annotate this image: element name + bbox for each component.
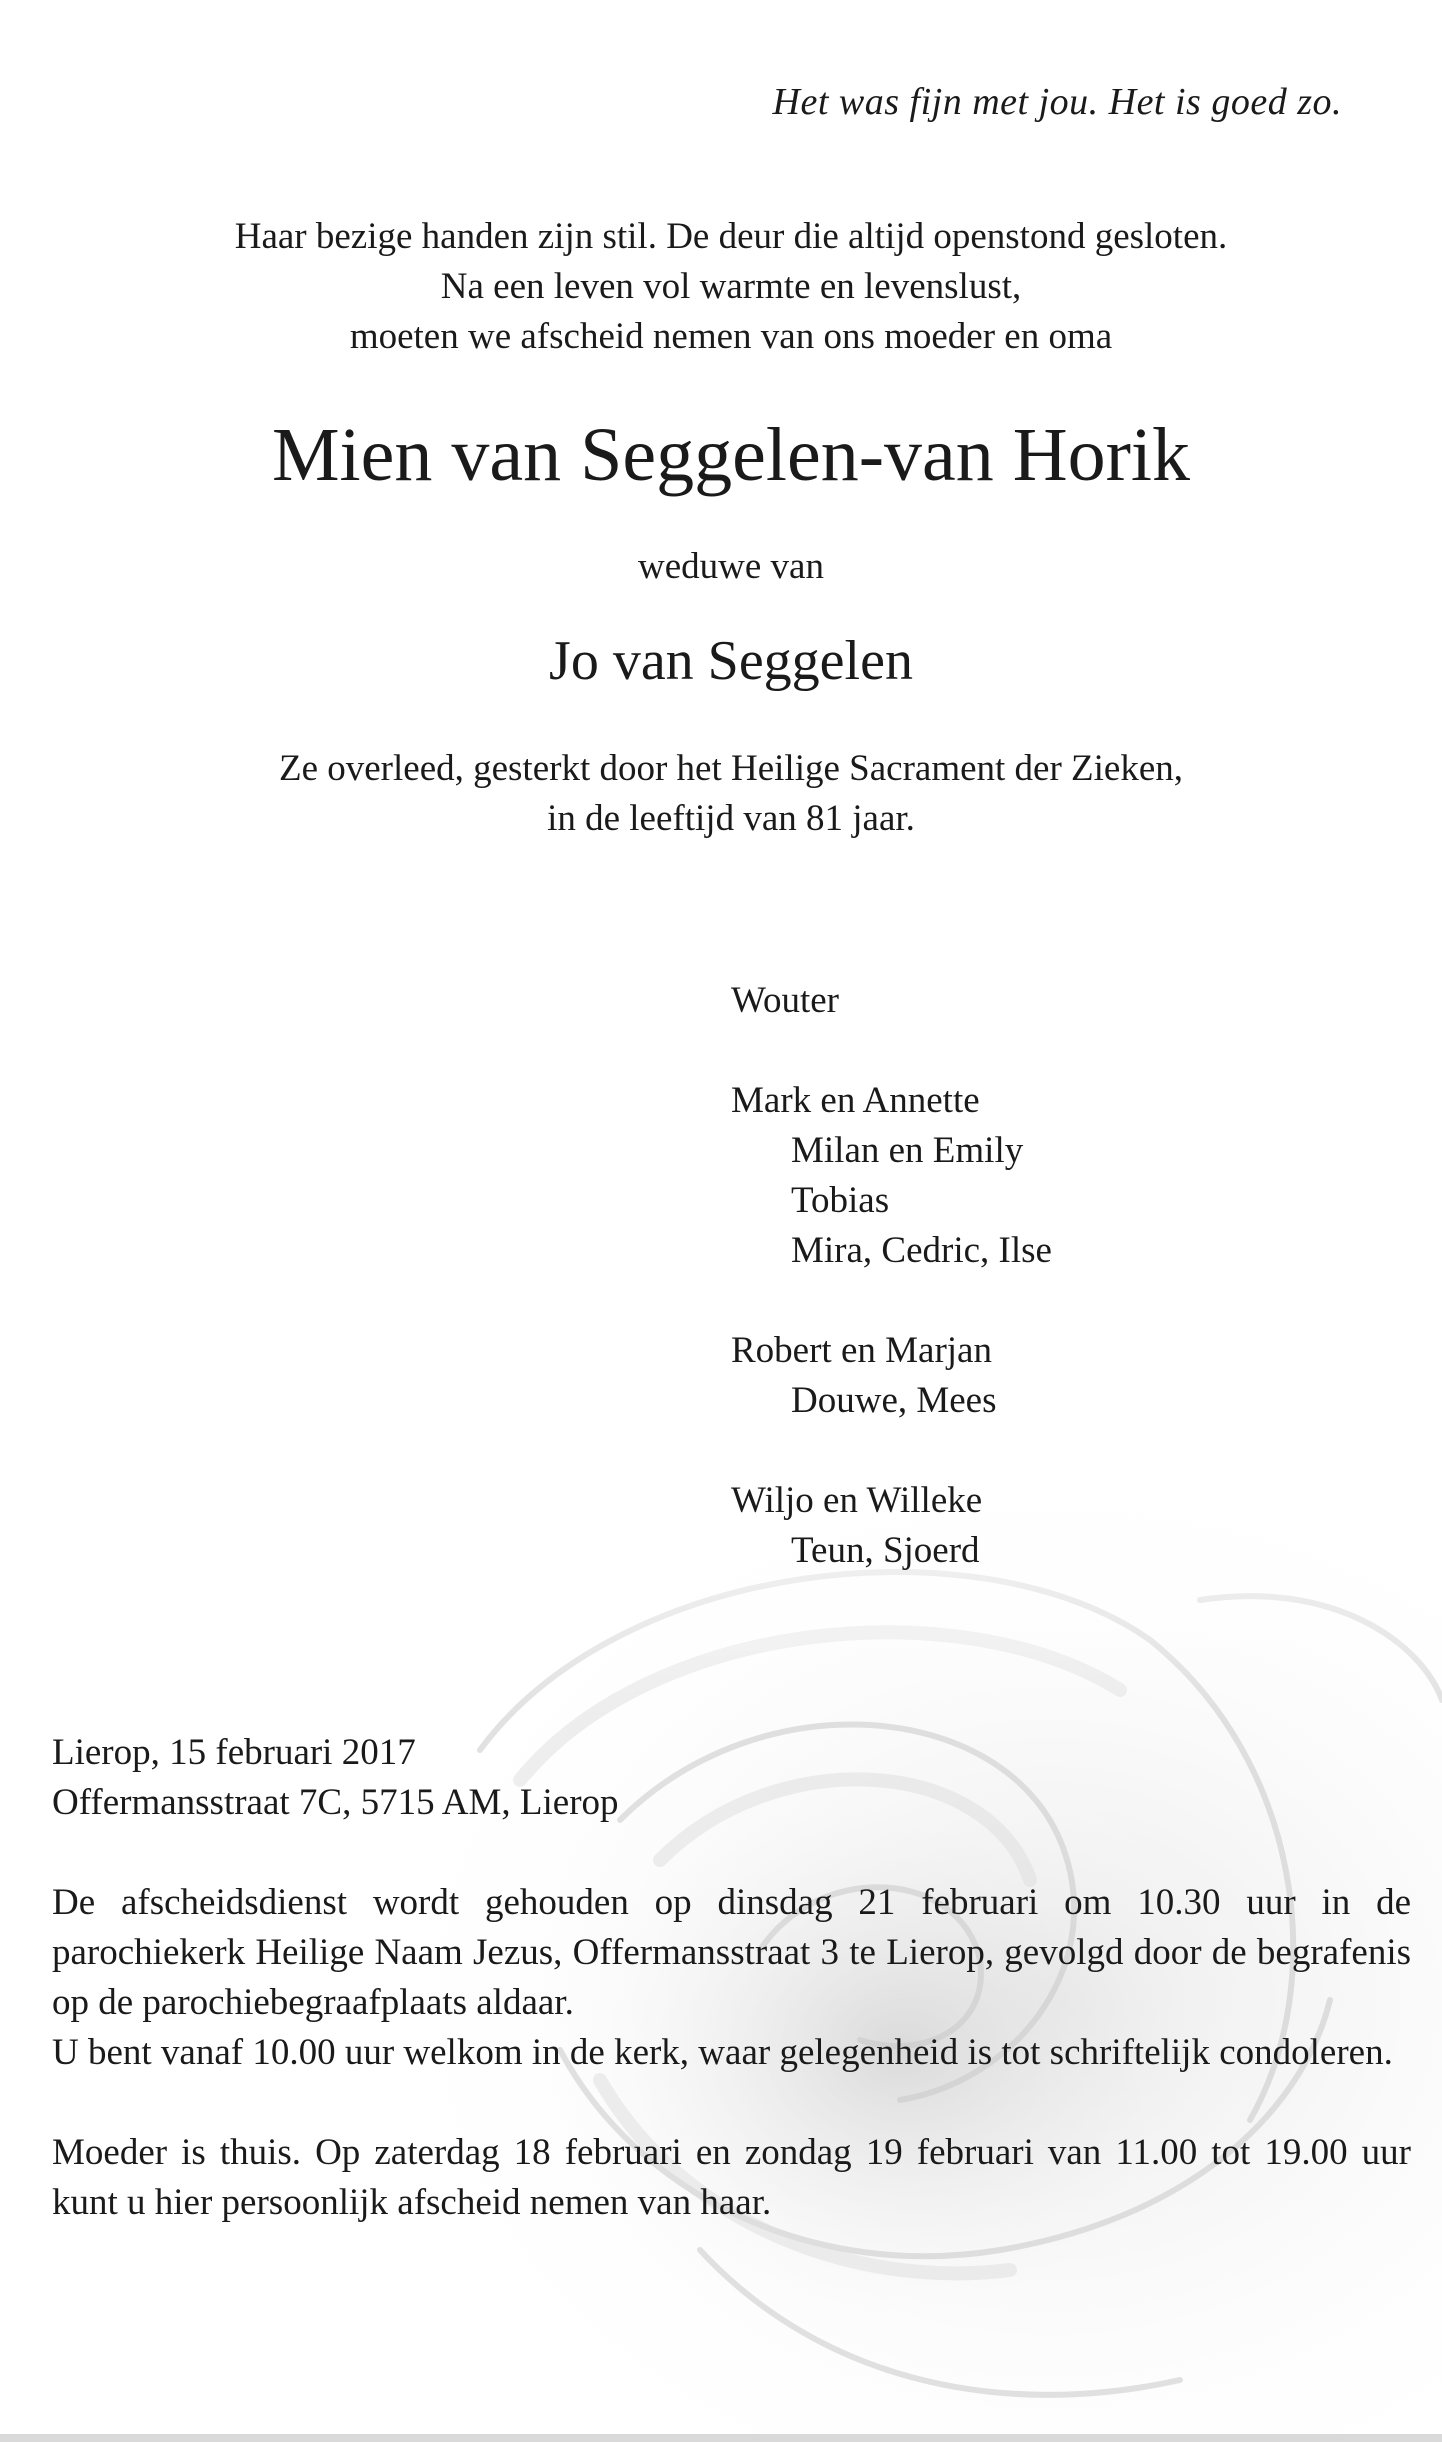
- home-address: Offermansstraat 7C, 5715 AM, Lierop: [52, 1782, 619, 1823]
- family-group: [731, 976, 1371, 1026]
- passing-line: Ze overleed, gesterkt door het Heilige Sacrament der Zieken,: [278, 748, 1184, 789]
- family-group: [731, 1476, 1371, 1576]
- passing-line: in de leeftijd van 81 jaar.: [547, 798, 915, 839]
- intro-line: moeten we afscheid nemen van ons moeder en oma: [349, 316, 1113, 357]
- child-name: Wiljo en Willeke: [731, 1480, 983, 1521]
- service-paragraph: De afscheidsdienst wordt gehouden op dinsdag 21 februari om 10.30 uur in de parochiekerk Heilige Naam Jezus, Offermansstraat 3 te Lierop, gevolgd door de begrafenis op de parochiebegraafplaats aldaar.: [52, 1882, 1411, 2023]
- grandchild-name: Tobias: [791, 1180, 890, 1221]
- deceased-name: Mien van Seggelen-van Horik: [271, 413, 1191, 497]
- spouse-name: Jo van Seggelen: [549, 630, 913, 692]
- visitation-info: [52, 2128, 1411, 2228]
- intro-text: [0, 212, 1442, 362]
- intro-line: Na een leven vol warmte en levenslust,: [440, 266, 1022, 307]
- grandchild-name: Douwe, Mees: [791, 1380, 997, 1421]
- motto: Het was fijn met jou. Het is goed zo.: [772, 81, 1342, 123]
- family-list: [731, 976, 1371, 1626]
- family-group: [731, 1076, 1371, 1276]
- family-group: [731, 1326, 1371, 1426]
- location-block: [52, 1728, 1392, 1828]
- passing-text: [0, 744, 1442, 844]
- child-name: Robert en Marjan: [731, 1330, 992, 1371]
- visitation-paragraph: Moeder is thuis. Op zaterdag 18 februari en zondag 19 februari van 11.00 tot 19.00 uur kunt u hier persoonlijk afscheid nemen van haar.: [52, 2132, 1411, 2223]
- grandchild-name: Milan en Emily: [791, 1130, 1024, 1171]
- child-name: Mark en Annette: [731, 1080, 980, 1121]
- place-date: Lierop, 15 februari 2017: [52, 1732, 416, 1773]
- relation-label: weduwe van: [638, 546, 824, 587]
- condolence-paragraph: U bent vanaf 10.00 uur welkom in de kerk, waar gelegenheid is tot schriftelijk condoleren.: [52, 2032, 1393, 2073]
- intro-line: Haar bezige handen zijn stil. De deur die altijd openstond gesloten.: [234, 216, 1228, 257]
- child-name: Wouter: [731, 980, 839, 1021]
- grandchild-name: Teun, Sjoerd: [791, 1530, 980, 1571]
- service-info: [52, 1878, 1411, 2078]
- grandchild-name: Mira, Cedric, Ilse: [791, 1230, 1052, 1271]
